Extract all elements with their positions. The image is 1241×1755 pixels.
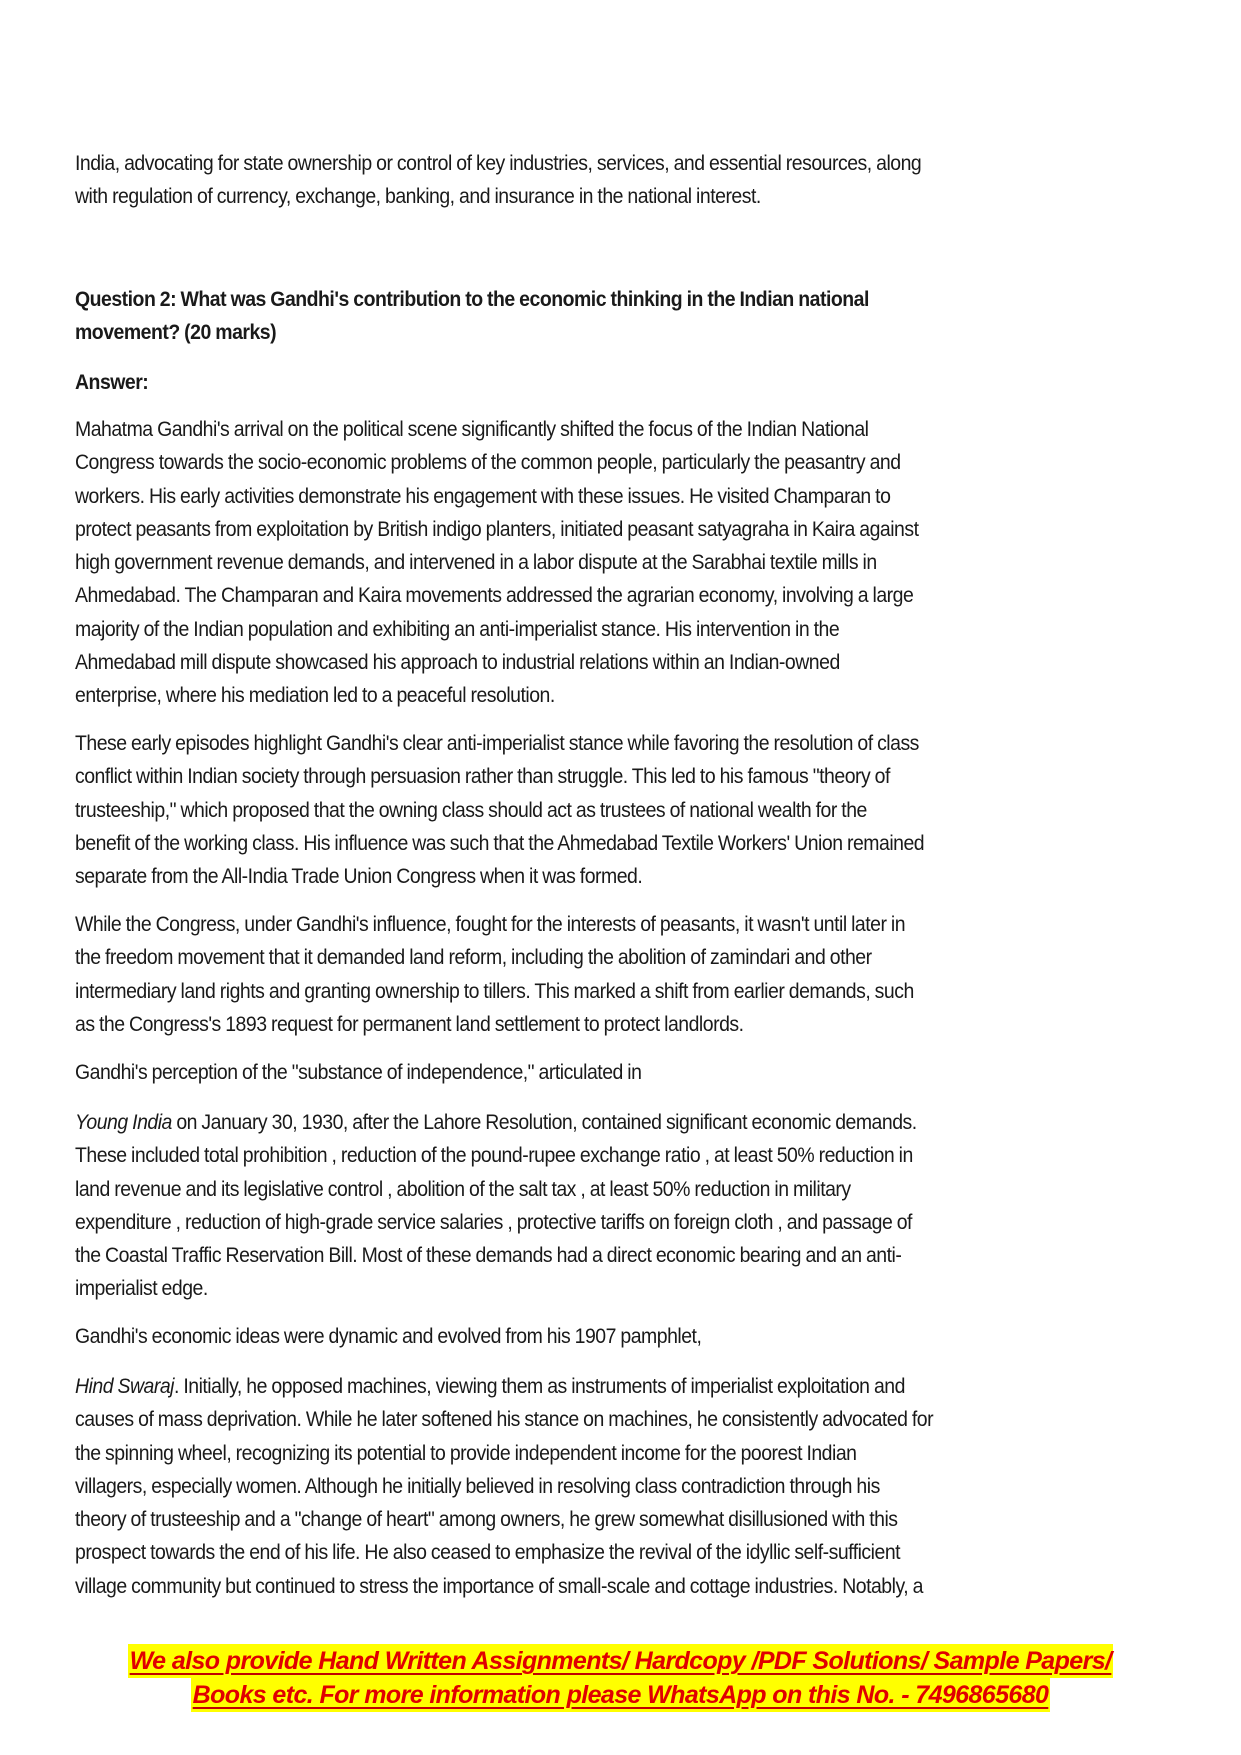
text-line: the freedom movement that it demanded land reform, including the abolition of zamindari and other [75, 945, 872, 970]
question-heading [75, 283, 952, 350]
text-line: These early episodes highlight Gandhi's clear anti-imperialist stance while favoring the resolution of class [75, 731, 919, 755]
publication-title: Young India [75, 1110, 172, 1134]
text-line: the spinning wheel, recognizing its potential to provide independent income for the poorest Indian [75, 1440, 857, 1465]
text-line: villagers, especially women. Although he initially believed in resolving class contradiction through his [75, 1473, 880, 1498]
text-line: Young India on January 30, 1930, after the Lahore Resolution, contained significant economic demands. [75, 1110, 917, 1134]
text-line: Hind Swaraj. Initially, he opposed machines, viewing them as instruments of imperialist exploitation and [75, 1374, 905, 1398]
text-line: the Coastal Traffic Reservation Bill. Most of these demands had a direct economic bearing and an anti- [75, 1243, 902, 1268]
footer-promo-banner [0, 1644, 1241, 1712]
text-line: Ahmedabad mill dispute showcased his approach to industrial relations within an Indian-owned [75, 650, 840, 675]
text-line: causes of mass deprivation. While he later softened his stance on machines, he consistently advocated for [75, 1407, 934, 1432]
heading-line: Question 2: What was Gandhi's contribution to the economic thinking in the Indian national [75, 287, 869, 311]
promo-line-contact: Books etc. For more information please WhatsApp on this No. - 7496865680 [191, 1678, 1051, 1712]
text-line: India, advocating for state ownership or control of key industries, services, and essential resources, along [75, 151, 922, 175]
text-line: These included total prohibition , reduction of the pound-rupee exchange ratio , at least 50% reduction in [75, 1143, 913, 1168]
text-line: protect peasants from exploitation by British indigo planters, initiated peasant satyagraha in Kaira against [75, 516, 919, 541]
text-line: enterprise, where his mediation led to a peaceful resolution. [75, 683, 555, 708]
text-line: benefit of the working class. His influence was such that the Ahmedabad Textile Workers' Union remained [75, 830, 925, 855]
text-line: majority of the Indian population and exhibiting an anti-imperialist stance. His intervention in the [75, 616, 840, 641]
answer-label: Answer: [75, 370, 149, 394]
publication-title: Hind Swaraj [75, 1374, 174, 1398]
text-line: as the Congress's 1893 request for permanent land settlement to protect landlords. [75, 1011, 744, 1036]
paragraph-6 [75, 1320, 767, 1353]
text-line: imperialist edge. [75, 1276, 208, 1301]
text-line: Congress towards the socio-economic problems of the common people, particularly the peasantry and [75, 450, 901, 475]
paragraph-7 [75, 1370, 1023, 1603]
paragraph-4 [75, 1056, 701, 1089]
promo-line: We also provide Hand Written Assignments/ Hardcopy /PDF Solutions/ Sample Papers/ [128, 1644, 1114, 1678]
text-line: theory of trusteeship and a "change of heart" among owners, he grew somewhat disillusioned with this [75, 1507, 898, 1532]
text-line: with regulation of currency, exchange, banking, and insurance in the national interest. [75, 184, 761, 209]
text-line: land revenue and its legislative control , abolition of the salt tax , at least 50% reduction in military [75, 1176, 851, 1201]
text-line: workers. His early activities demonstrate his engagement with these issues. He visited Champaran to [75, 483, 891, 508]
text-line: high government revenue demands, and intervened in a labor dispute at the Sarabhai textile mills in [75, 550, 877, 575]
text-line: separate from the All-India Trade Union Congress when it was formed. [75, 864, 643, 889]
text-line: Ahmedabad. The Champaran and Kaira movements addressed the agrarian economy, involving a large [75, 583, 914, 608]
text-line: conflict within Indian society through persuasion rather than struggle. This led to his famous "theory of [75, 764, 890, 789]
text-line: While the Congress, under Gandhi's influence, fought for the interests of peasants, it wasn't until later in [75, 912, 906, 936]
paragraph-5 [75, 1106, 1005, 1306]
continuation-paragraph [75, 147, 1010, 214]
text-line: expenditure , reduction of high-grade service salaries , protective tariffs on foreign cloth , and passage of [75, 1209, 912, 1234]
paragraph-3 [75, 908, 1002, 1041]
text-line: Gandhi's economic ideas were dynamic and evolved from his 1907 pamphlet, [75, 1324, 702, 1348]
paragraph-1 [75, 413, 1007, 713]
text-line: Mahatma Gandhi's arrival on the political scene significantly shifted the focus of the Indian National [75, 417, 869, 441]
text-line: village community but continued to stress the importance of small-scale and cottage industries. Notably, a [75, 1573, 923, 1598]
text-line: prospect towards the end of his life. He also ceased to emphasize the revival of the idyllic self-sufficient [75, 1540, 901, 1565]
paragraph-2 [75, 727, 1013, 893]
heading-line: movement? (20 marks) [75, 320, 277, 345]
text-line: trusteeship," which proposed that the owning class should act as trustees of national wealth for the [75, 797, 867, 822]
text-line: Gandhi's perception of the "substance of independence," articulated in [75, 1060, 642, 1084]
text-line: intermediary land rights and granting ownership to tillers. This marked a shift from earlier demands, such [75, 978, 914, 1003]
